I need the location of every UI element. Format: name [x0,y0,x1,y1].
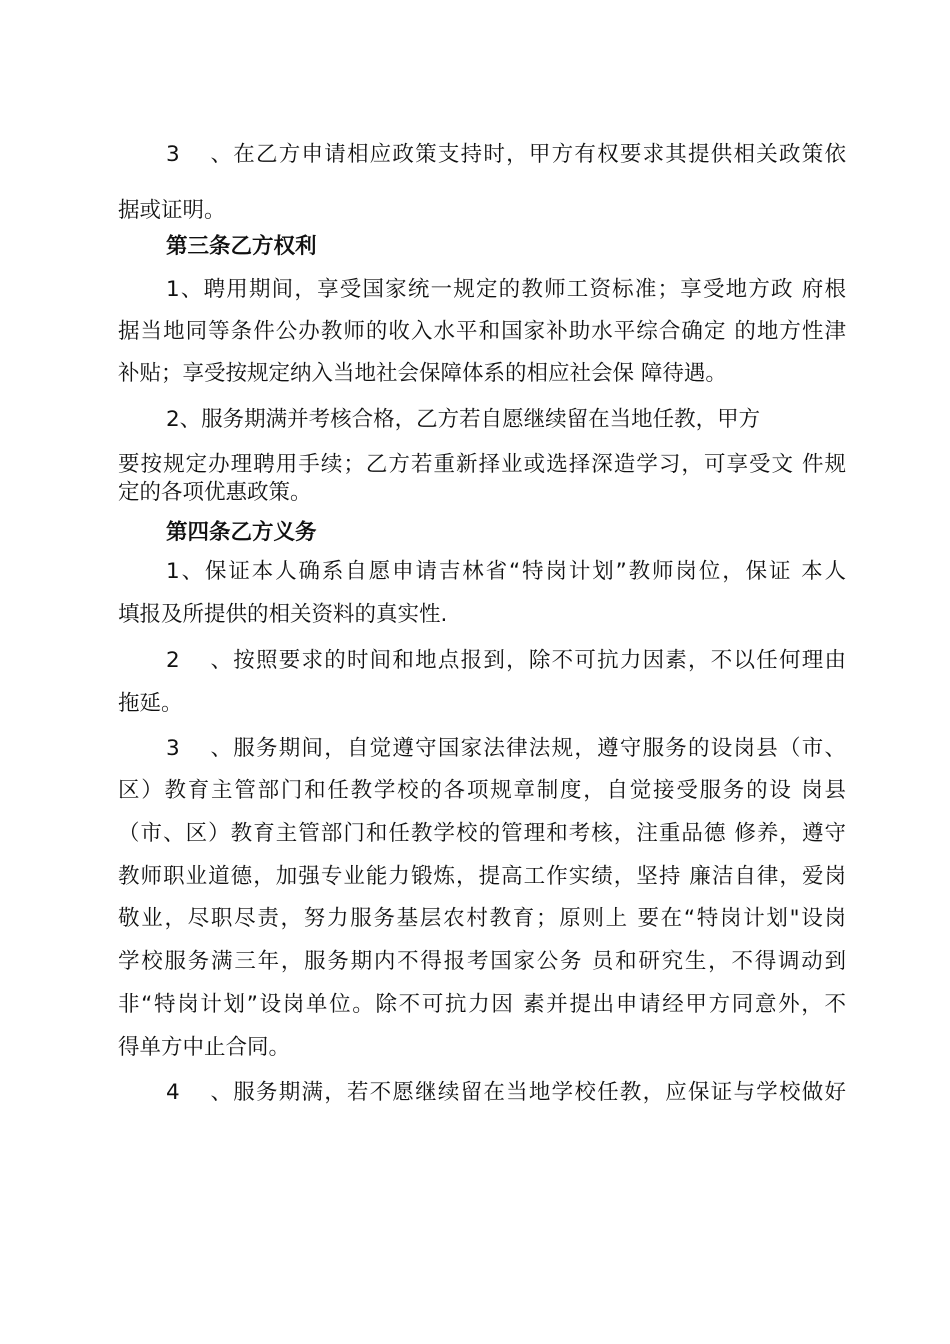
paragraph-line-18: 学校服务满三年，服务期内不得报考国家公务 员和研究生，不得调动到 [118,949,846,974]
list-number: 3、 [166,736,232,761]
section-heading-article-4: 第四条乙方义务 [166,520,317,545]
paragraph-line-14: 区）教育主管部门和任教学校的各项规章制度，自觉接受服务的设 岗县 [118,778,846,803]
paragraph-line-1 [166,140,846,170]
line-text: 在乙方申请相应政策支持时，甲方有权要求其提供相关政策依 [232,142,846,167]
line-text: 服务期满，若不愿继续留在当地学校任教，应保证与学校做好 [232,1080,846,1105]
paragraph-line-2: 据或证明。 [118,198,226,223]
paragraph-line-20: 得单方中止合同。 [118,1035,291,1060]
paragraph-line-10: 填报及所提供的相关资料的真实性. [118,602,448,627]
paragraph-line-4: 据当地同等条件公办教师的收入水平和国家补助水平综合确定 的地方性津 [118,319,846,344]
paragraph-line-15: （市、区）教育主管部门和任教学校的管理和考核，注重品德 修养，遵守 [118,821,846,846]
paragraph-line-5: 补贴；享受按规定纳入当地社会保障体系的相应社会保 障待遇。 [118,361,727,386]
line-text: 服务期间，自觉遵守国家法律法规，遵守服务的设岗县（市、 [232,736,846,761]
paragraph-line-12: 拖延。 [118,691,183,716]
list-number: 2、 [166,648,232,673]
list-number: 4、 [166,1080,232,1105]
paragraph-line-3: 1、聘用期间，享受国家统一规定的教师工资标准；享受地方政 府根 [166,277,846,302]
line-text: 按照要求的时间和地点报到，除不可抗力因素，不以任何理由 [232,648,846,673]
paragraph-line-17: 敬业，尽职尽责，努力服务基层农村教育；原则上 要在“特岗计划"设岗 [118,906,846,931]
paragraph-line-9: 1、保证本人确系自愿申请吉林省“特岗计划”教师岗位，保证 本人 [166,559,846,584]
paragraph-line-6: 2、服务期满并考核合格，乙方若自愿继续留在当地任教，甲方 [166,407,761,432]
paragraph-line-11 [166,646,846,676]
paragraph-line-7: 要按规定办理聘用手续；乙方若重新择业或选择深造学习，可享受文 件规 [118,452,846,477]
paragraph-line-16: 教师职业道德，加强专业能力锻炼，提高工作实绩，坚持 廉洁自律，爱岗 [118,864,846,889]
paragraph-line-13 [166,734,846,764]
list-number: 3、 [166,142,232,167]
paragraph-line-21 [166,1078,846,1108]
paragraph-line-19: 非“特岗计划”设岗单位。除不可抗力因 素并提出申请经甲方同意外，不 [118,992,846,1017]
section-heading-article-3: 第三条乙方权利 [166,234,317,259]
paragraph-line-8: 定的各项优惠政策。 [118,480,312,505]
